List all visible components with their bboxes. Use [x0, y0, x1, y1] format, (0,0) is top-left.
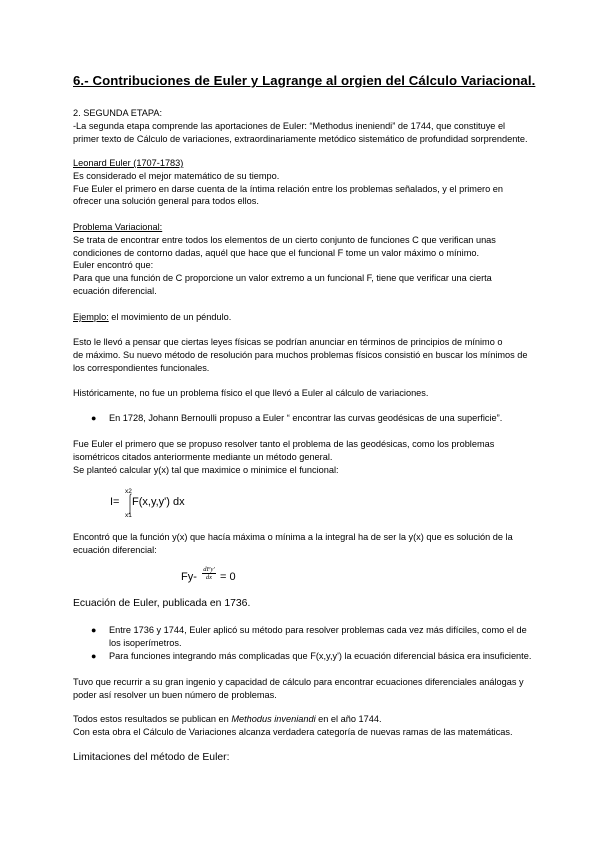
paragraph-line: Para que una función de C proporcione un valor extremo a un funcional F, tiene que verificar una cierta [73, 273, 492, 284]
geodesicas-paragraph [73, 438, 533, 476]
bullet-text: Entre 1736 y 1744, Euler aplicó su método para resolver problemas cada vez más difíciles, como el de [109, 625, 527, 635]
publican-text: en el año 1744. [315, 714, 382, 724]
publication-title: Methodus inveniandi [231, 714, 316, 724]
bullet-icon: ● [91, 625, 97, 635]
paragraph-line: Es considerado el mejor matemático de su tiempo. [73, 170, 280, 181]
section-heading: Leonard Euler (1707-1783) [73, 158, 184, 168]
leyes-paragraph [73, 336, 533, 374]
paragraph-line: Ecuación de Euler, publicada en 1736. [73, 598, 251, 609]
bullet-list-item [73, 650, 533, 664]
bullet-icon: ● [91, 413, 97, 423]
formula-lhs: I= [110, 496, 120, 508]
paragraph-line: Fue Euler el primero en darse cuenta de la íntima relación entre los problemas señalados, y el primero en [73, 183, 503, 194]
derivative-fraction [202, 566, 216, 581]
paragraph-line: ofrecer una solución general para todos ellos. [73, 196, 259, 207]
paragraph-line: condiciones de contorno dadas, aquél que hace que el funcional F tome un valor máximo o mínimo. [73, 247, 480, 258]
paragraph-line: isométricos citados anteriormente mediante un método general. [73, 451, 333, 462]
euler-equation-formula [181, 566, 261, 588]
segunda-etapa-section [73, 107, 533, 145]
paragraph-line: Euler encontró que: [73, 260, 154, 271]
ejemplo-text: el movimiento de un péndulo. [108, 312, 232, 322]
euler-section [73, 157, 533, 208]
bullet-text: los isoperímetros. [109, 637, 182, 648]
encontro-paragraph [73, 531, 533, 557]
integral-upper-limit: x2 [125, 488, 132, 495]
bullet-list-item [73, 624, 533, 650]
section-heading: 2. SEGUNDA ETAPA: [73, 108, 163, 118]
paragraph-line: Tuvo que recurrir a su gran ingenio y capacidad de cálculo para encontrar ecuaciones diferenciales análogas y [73, 677, 524, 687]
publican-text: Todos estos resultados se publican en [73, 714, 232, 724]
bullet-text: Para funciones integrando más complicadas que F(x,y,y') la ecuación diferencial básica era insuficiente. [109, 651, 532, 661]
ejemplo-line [73, 311, 533, 324]
paragraph-line: los correspondientes funcionales. [73, 362, 210, 373]
fraction-denominator: dx [205, 574, 213, 581]
integral-formula [110, 488, 230, 522]
paragraph-line: Se trata de encontrar entre todos los elementos de un cierto conjunto de funciones C que verifican unas [73, 234, 496, 245]
formula-rhs: = 0 [220, 571, 236, 583]
paragraph-line: ecuación diferencial: [73, 544, 157, 555]
section-heading: Limitaciones del método de Euler: [73, 752, 230, 763]
problema-variacional-section [73, 221, 533, 298]
historicamente-paragraph [73, 387, 533, 400]
paragraph-line: primer texto de Cálculo de variaciones, extraordinariamente metódico sistemático de profundidad sorprendente. [73, 133, 528, 144]
formula-lhs: Fy- [181, 571, 197, 583]
limitaciones-line [73, 751, 533, 765]
paragraph-line: Esto le llevó a pensar que ciertas leyes físicas se podrían anunciar en términos de principios de mínimo o [73, 337, 503, 347]
paragraph-line: -La segunda etapa comprende las aportaciones de Euler: “Methodus ineniendi” de 1744, que constituye el [73, 120, 506, 131]
paragraph-line: Históricamente, no fue un problema físico el que llevó a Euler al cálculo de variaciones. [73, 388, 429, 398]
tuvo-paragraph [73, 676, 533, 702]
bullet-list-item [73, 412, 533, 426]
fraction-numerator: dFy' [203, 566, 215, 573]
paragraph-line: Con esta obra el Cálculo de Variaciones alcanza verdadera categoría de nuevas ramas de las matemáticas. [73, 726, 513, 737]
paragraph-line: de máximo. Su nuevo método de resolución para muchos problemas físicos consistió en buscar los mínimos de [73, 349, 528, 360]
publican-paragraph [73, 713, 533, 739]
ecuacion-line [73, 597, 533, 611]
ejemplo-label: Ejemplo: [73, 312, 109, 322]
paragraph-line: ecuación diferencial. [73, 285, 157, 296]
paragraph-line: Se planteó calcular y(x) tal que maximice o minimice el funcional: [73, 464, 339, 475]
integral-lower-limit: x1 [125, 512, 132, 519]
paragraph-line: Encontró que la función y(x) que hacía máxima o mínima a la integral ha de ser la y(x) que es solución de la [73, 532, 513, 542]
section-heading: Problema Variacional: [73, 222, 163, 232]
bullet-text: En 1728, Johann Bernoulli propuso a Euler “ encontrar las curvas geodésicas de una superficie”. [109, 413, 503, 423]
page-title: 6.- Contribuciones de Euler y Lagrange al orgien del Cálculo Variacional. [73, 73, 536, 88]
paragraph-line: Fue Euler el primero que se propuso resolver tanto el problema de las geodésicas, como los problemas [73, 439, 495, 449]
bullet-icon: ● [91, 651, 97, 661]
integrand: F(x,y,y') dx [132, 496, 185, 508]
paragraph-line: poder así resolver un buen número de problemas. [73, 689, 277, 700]
